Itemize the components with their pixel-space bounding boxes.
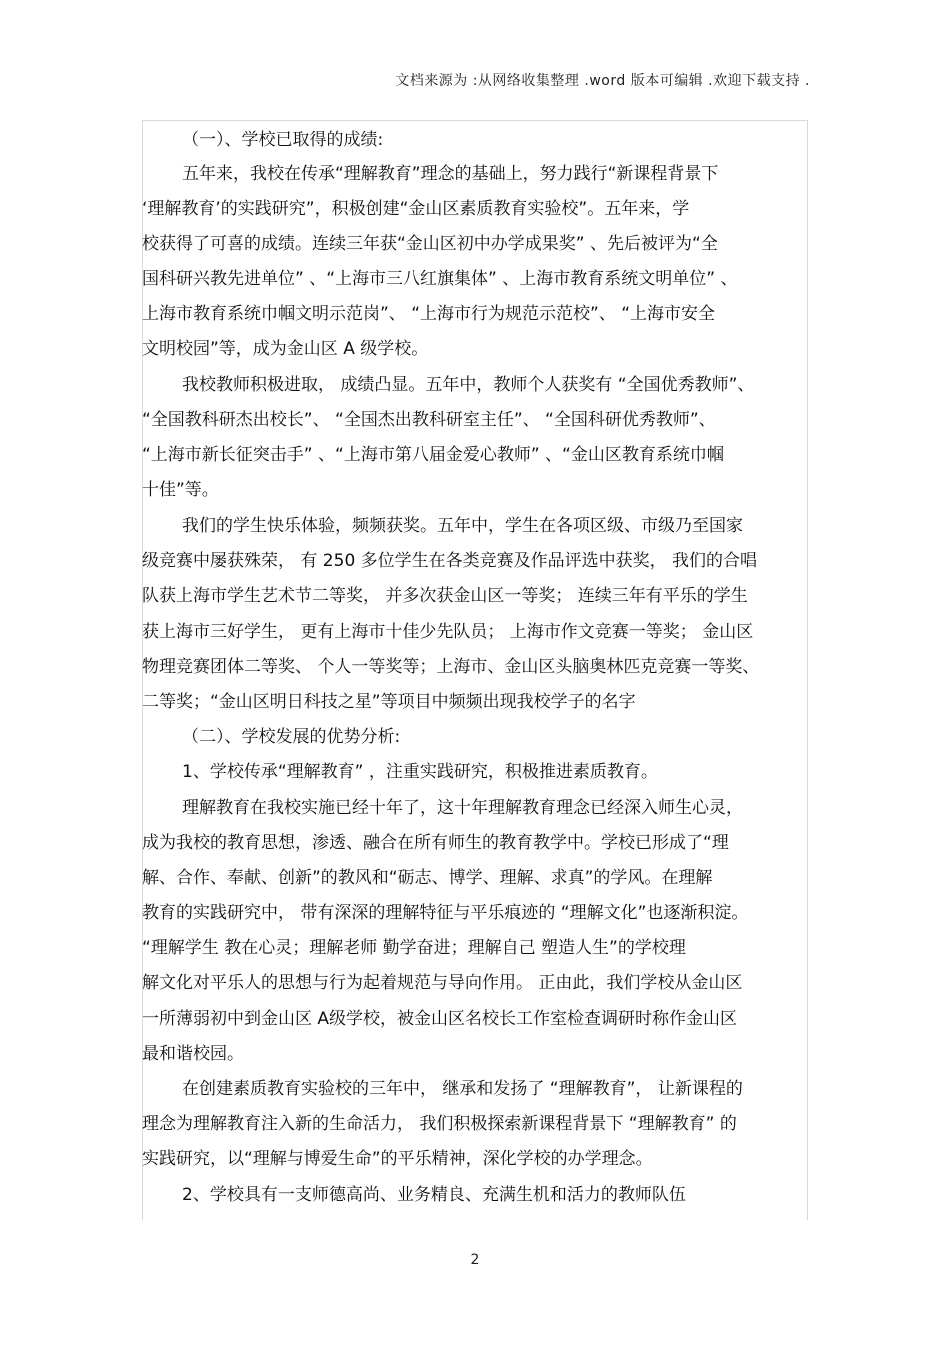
paragraph-line: 校获得了可喜的成绩。连续三年获“金山区初中办学成果奖” 、先后被评为“全 <box>142 234 718 254</box>
paragraph-line: 二等奖；“金山区明日科技之星”等项目中频频出现我校学子的名字 <box>142 692 636 712</box>
paragraph-line: 十佳”等。 <box>142 480 219 500</box>
header-source-note: 文档来源为 :从网络收集整理 .word 版本可编辑 .欢迎下载支持 . <box>395 73 810 89</box>
paragraph-line: “上海市新长征突击手” 、“上海市第八届金爱心教师” 、“金山区教育系统巾帼 <box>142 445 724 465</box>
paragraph-line: 文明校园”等，成为金山区 A 级学校。 <box>142 339 429 359</box>
paragraph-line: 我们的学生快乐体验，频频获奖。五年中，学生在各项区级、市级乃至国家 <box>182 516 743 536</box>
paragraph-line: 实践研究，以“理解与博爱生命”的平乐精神，深化学校的办学理念。 <box>142 1149 653 1169</box>
paragraph-line: 理解教育在我校实施已经十年了，这十年理解教育理念已经深入师生心灵， <box>182 798 743 818</box>
paragraph-line: 物理竞赛团体二等奖、 个人一等奖等；上海市、金山区头脑奥林匹克竞赛一等奖、 <box>142 657 760 677</box>
paragraph-line: 理念为理解教育注入新的生命活力， 我们积极探索新课程背景下 “理解教育” 的 <box>142 1114 737 1134</box>
subheading-item-2: 2、学校具有一支师德高尚、业务精良、充满生机和活力的教师队伍 <box>182 1185 686 1205</box>
section-heading-achievements: （一）、学校已取得的成绩: <box>182 130 384 150</box>
paragraph-line: 一所薄弱初中到金山区 A级学校，被金山区名校长工作室检查调研时称作金山区 <box>142 1009 738 1029</box>
paragraph-line: “全国教科研杰出校长”、 “全国杰出教科研室主任”、 “全国科研优秀教师”、 <box>142 410 716 430</box>
paragraph-line: 成为我校的教育思想，渗透、融合在所有师生的教育教学中。学校已形成了“理 <box>142 833 729 853</box>
page-number: 2 <box>470 1252 480 1268</box>
subheading-item-1: 1、学校传承“理解教育” ，注重实践研究，积极推进素质教育。 <box>182 762 658 782</box>
paragraph-line: 队获上海市学生艺术节二等奖， 并多次获金山区一等奖； 连续三年有平乐的学生 <box>142 586 748 606</box>
paragraph-line: 上海市教育系统巾帼文明示范岗”、 “上海市行为规范示范校”、 “上海市安全 <box>142 304 716 324</box>
paragraph-line: 获上海市三好学生， 更有上海市十佳少先队员； 上海市作文竞赛一等奖； 金山区 <box>142 622 754 642</box>
paragraph-line: 最和谐校园。 <box>142 1044 244 1064</box>
paragraph-line: 我校教师积极进取， 成绩凸显。五年中，教师个人获奖有 “全国优秀教师”、 <box>182 375 755 395</box>
paragraph-line: ‘理解教育’的实践研究”，积极创建“金山区素质教育实验校”。五年来，学 <box>142 199 690 219</box>
paragraph-line: 在创建素质教育实验校的三年中， 继承和发扬了 “理解教育”， 让新课程的 <box>182 1079 743 1099</box>
paragraph-line: 解、合作、奉献、创新”的教风和“砺志、博学、理解、求真”的学风。在理解 <box>142 868 713 888</box>
paragraph-line: 解文化对平乐人的思想与行为起着规范与导向作用。 正由此，我们学校从金山区 <box>142 973 743 993</box>
paragraph-line: 级竞赛中屡获殊荣， 有 250 多位学生在各类竞赛及作品评选中获奖， 我们的合唱 <box>142 551 758 571</box>
paragraph-line: 国科研兴教先进单位” 、“上海市三八红旗集体” 、上海市教育系统文明单位” 、 <box>142 269 738 289</box>
section-heading-advantages: （二）、学校发展的优势分析: <box>182 727 401 747</box>
paragraph-line: 五年来，我校在传承“理解教育”理念的基础上，努力践行“新课程背景下 <box>182 164 719 184</box>
paragraph-line: “理解学生 教在心灵；理解老师 勤学奋进；理解自己 塑造人生”的学校理 <box>142 938 686 958</box>
paragraph-line: 教育的实践研究中， 带有深深的理解特征与平乐痕迹的 “理解文化”也逐渐积淀。 <box>142 903 749 923</box>
